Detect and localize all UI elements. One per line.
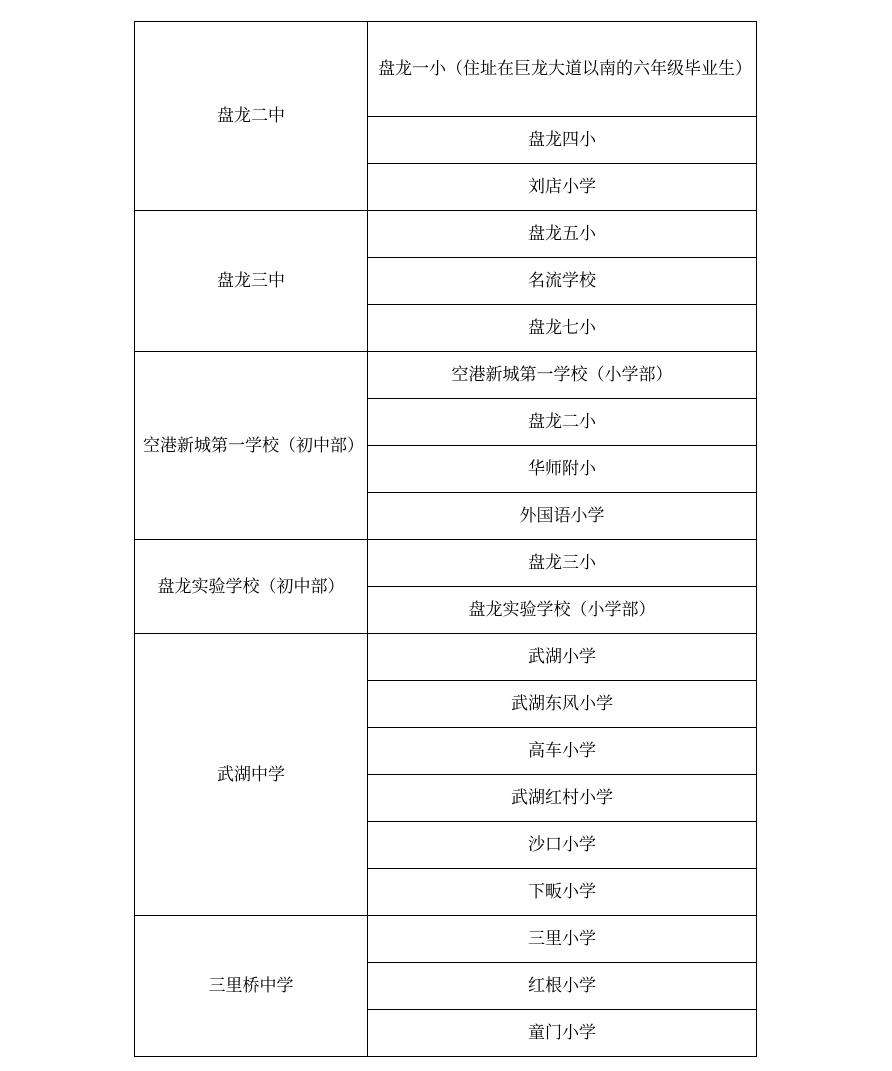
- primary-school-cell: 高车小学: [368, 728, 757, 775]
- primary-school-cell: 盘龙三小: [368, 540, 757, 587]
- middle-school-cell: 三里桥中学: [135, 916, 368, 1057]
- primary-school-cell: 下畈小学: [368, 869, 757, 916]
- primary-school-cell: 盘龙七小: [368, 305, 757, 352]
- primary-school-cell: 武湖东风小学: [368, 681, 757, 728]
- primary-school-cell: 盘龙五小: [368, 211, 757, 258]
- primary-school-cell: 盘龙四小: [368, 117, 757, 164]
- primary-school-cell: 童门小学: [368, 1010, 757, 1057]
- primary-school-cell: 武湖红村小学: [368, 775, 757, 822]
- middle-school-cell: 武湖中学: [135, 634, 368, 916]
- table-row: [135, 22, 757, 117]
- primary-school-cell: 名流学校: [368, 258, 757, 305]
- table-row: [135, 540, 757, 587]
- primary-school-cell: 盘龙一小（住址在巨龙大道以南的六年级毕业生）: [368, 22, 757, 117]
- primary-school-cell: 外国语小学: [368, 493, 757, 540]
- primary-school-cell: 红根小学: [368, 963, 757, 1010]
- middle-school-cell: 空港新城第一学校（初中部）: [135, 352, 368, 540]
- primary-school-cell: 盘龙二小: [368, 399, 757, 446]
- middle-school-cell: 盘龙实验学校（初中部）: [135, 540, 368, 634]
- primary-school-cell: 武湖小学: [368, 634, 757, 681]
- table-body: [135, 22, 757, 1057]
- primary-school-cell: 沙口小学: [368, 822, 757, 869]
- primary-school-cell: 空港新城第一学校（小学部）: [368, 352, 757, 399]
- primary-school-cell: 华师附小: [368, 446, 757, 493]
- table-row: [135, 211, 757, 258]
- table-row: [135, 634, 757, 681]
- primary-school-cell: 三里小学: [368, 916, 757, 963]
- table-row: [135, 352, 757, 399]
- middle-school-cell: 盘龙三中: [135, 211, 368, 352]
- primary-school-cell: 盘龙实验学校（小学部）: [368, 587, 757, 634]
- primary-school-cell: 刘店小学: [368, 164, 757, 211]
- middle-school-cell: 盘龙二中: [135, 22, 368, 211]
- table-row: [135, 916, 757, 963]
- school-mapping-table: [134, 21, 757, 1057]
